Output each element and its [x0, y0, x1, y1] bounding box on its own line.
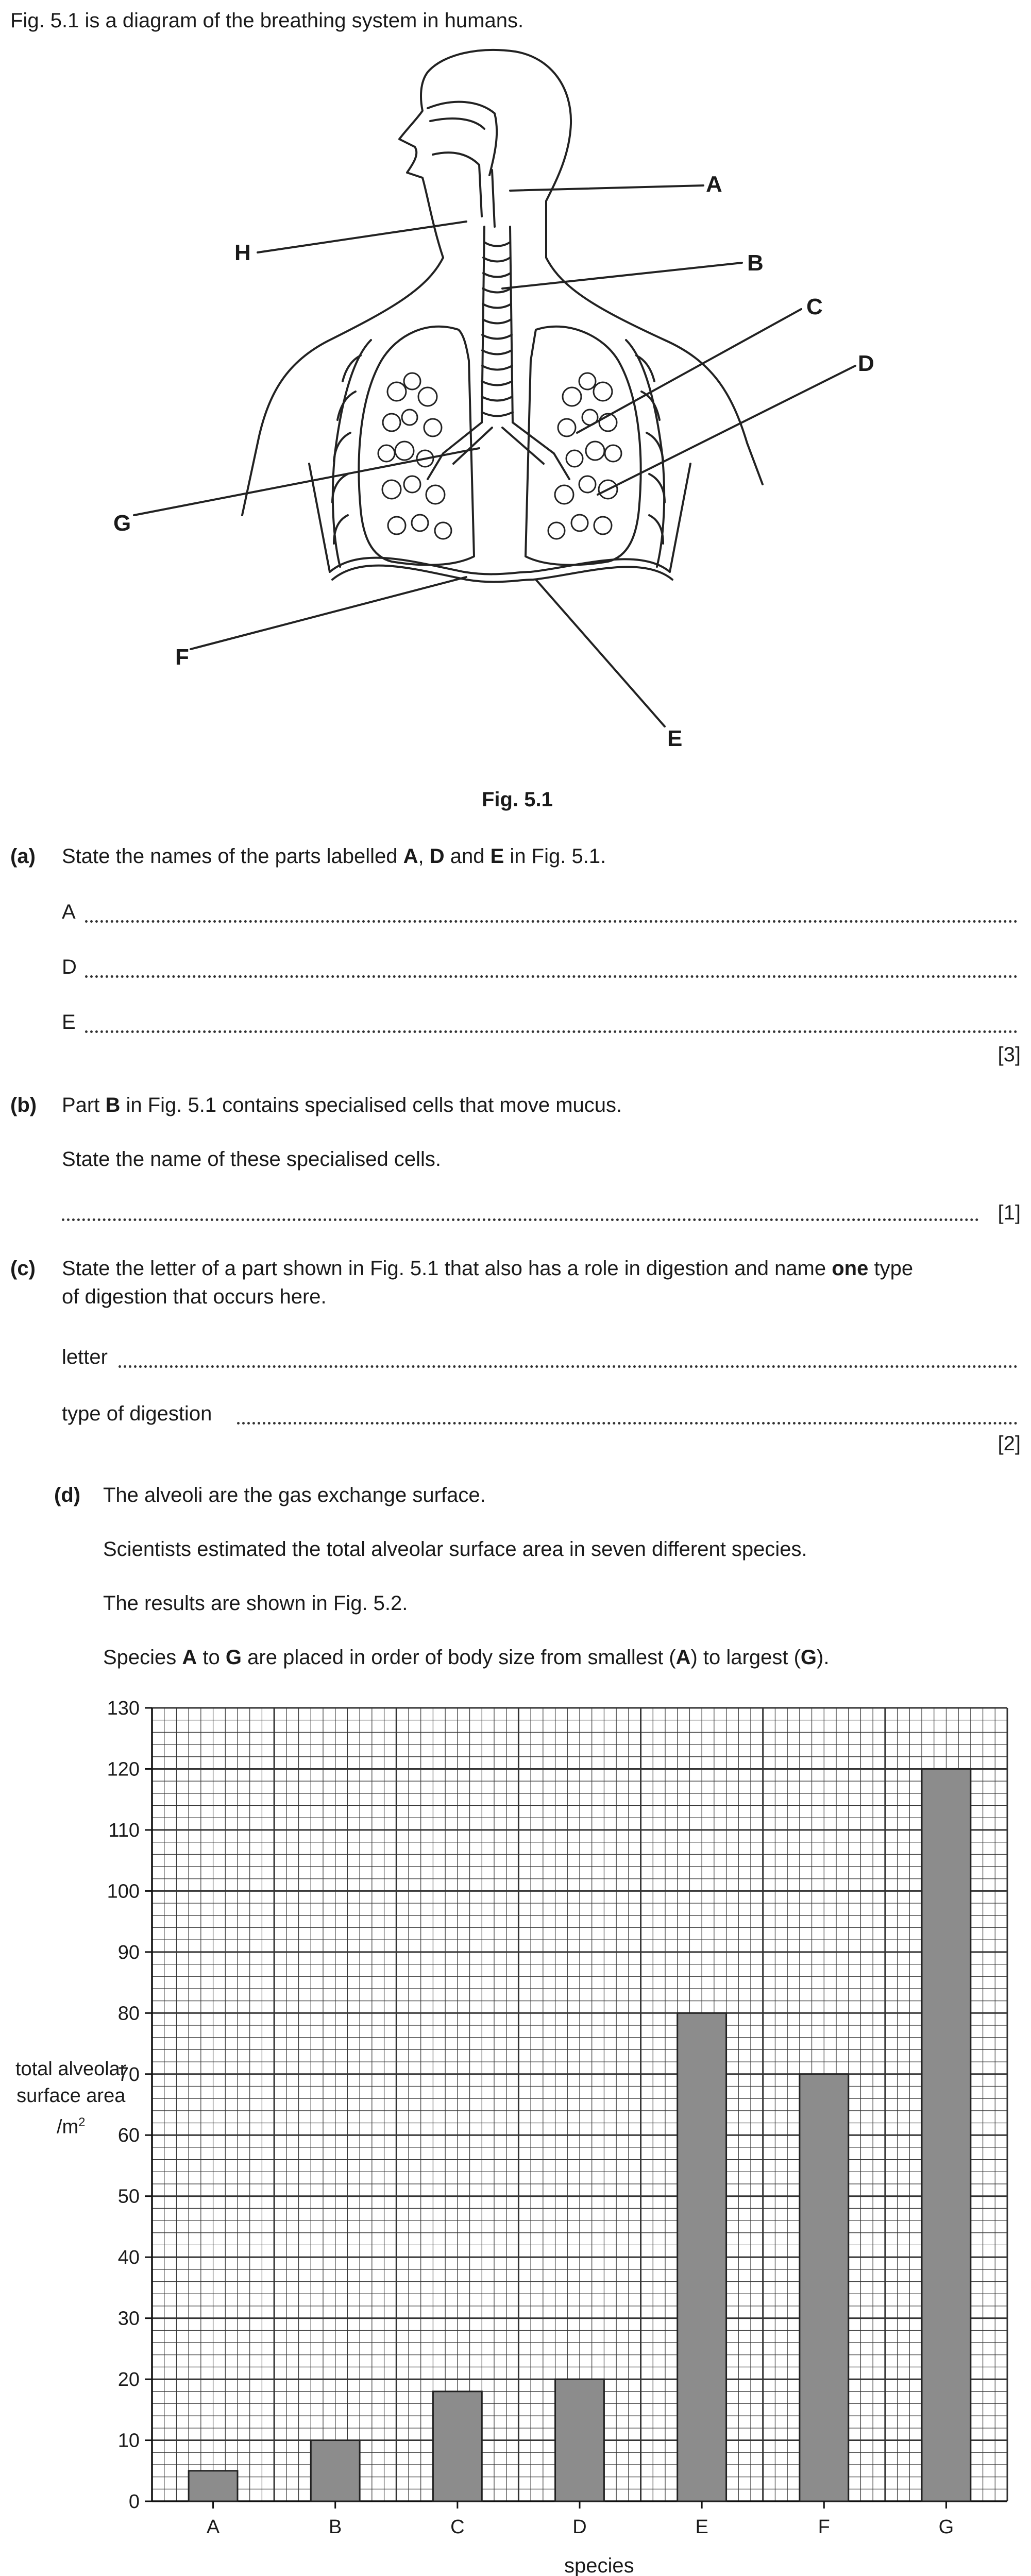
bar-A	[189, 2471, 238, 2501]
y-tick-label: 30	[117, 2308, 140, 2330]
chart-xlabel: species	[564, 2554, 634, 2576]
qa-answer-A[interactable]	[85, 920, 1018, 923]
y-tick-label: 40	[117, 2247, 140, 2269]
qa-line-E-label: E	[62, 1011, 76, 1033]
label-G: G	[113, 511, 131, 536]
qa-line-D-label: D	[62, 956, 77, 978]
qa-answer-D[interactable]	[85, 975, 1018, 978]
bar-D	[555, 2379, 604, 2501]
x-tick-label-B: B	[329, 2516, 342, 2538]
bar-G	[922, 1769, 971, 2501]
y-tick-label: 20	[117, 2369, 140, 2391]
label-F: F	[175, 645, 189, 670]
label-B: B	[747, 250, 764, 276]
breathing-system-diagram	[0, 41, 1031, 778]
y-tick-label: 10	[117, 2430, 140, 2452]
y-tick-label: 70	[117, 2063, 140, 2086]
qb-marks: [1]	[998, 1201, 1021, 1224]
surface-area-bar-chart	[0, 1680, 1031, 2576]
qc-type-label: type of digestion	[62, 1402, 212, 1425]
label-D: D	[858, 351, 874, 376]
qc-question-line1: State the letter of a part shown in Fig. 5.1 that also has a role in digestion and name one type	[62, 1257, 914, 1280]
qd-number: (d)	[54, 1484, 81, 1506]
y-tick-label: 50	[117, 2185, 140, 2208]
qc-marks: [2]	[998, 1432, 1021, 1455]
qc-letter-answer[interactable]	[119, 1365, 1018, 1368]
y-tick-label: 100	[107, 1880, 140, 1903]
fig1-caption: Fig. 5.1	[482, 788, 553, 811]
qa-line-A-label: A	[62, 901, 76, 923]
x-tick-label-F: F	[818, 2516, 830, 2538]
y-tick-label: 80	[117, 2003, 140, 2025]
qc-type-answer[interactable]	[237, 1422, 1018, 1425]
x-tick-label-E: E	[695, 2516, 708, 2538]
qa-marks: [3]	[998, 1043, 1021, 1066]
x-tick-label-C: C	[450, 2516, 465, 2538]
qb-number: (b)	[10, 1094, 37, 1116]
qa-question: State the names of the parts labelled A, D and E in Fig. 5.1.	[62, 845, 606, 868]
x-tick-label-G: G	[938, 2516, 954, 2538]
y-tick-label: 0	[128, 2491, 140, 2513]
y-tick-label: 130	[107, 1698, 140, 1719]
bar-E	[678, 2013, 726, 2501]
intro-text: Fig. 5.1 is a diagram of the breathing system in humans.	[10, 9, 524, 32]
label-H: H	[234, 240, 251, 265]
qa-number: (a)	[10, 845, 36, 868]
qa-answer-E[interactable]	[85, 1030, 1018, 1033]
x-tick-label-D: D	[572, 2516, 587, 2538]
qc-letter-label: letter	[62, 1346, 108, 1368]
qc-number: (c)	[10, 1257, 36, 1280]
x-tick-label-A: A	[206, 2516, 220, 2538]
y-tick-label: 110	[108, 1819, 140, 1841]
bar-F	[800, 2074, 849, 2501]
y-tick-label: 60	[117, 2125, 140, 2147]
qc-question-line2: of digestion that occurs here.	[62, 1285, 327, 1308]
qd-text-3: The results are shown in Fig. 5.2.	[103, 1592, 408, 1615]
bar-C	[433, 2392, 482, 2501]
bar-B	[311, 2441, 360, 2501]
label-C: C	[806, 294, 823, 319]
label-E: E	[667, 726, 683, 751]
qb-instruction: State the name of these specialised cells.	[62, 1148, 441, 1171]
y-tick-label: 90	[117, 1941, 140, 1963]
qd-text-1: The alveoli are the gas exchange surface.	[103, 1484, 486, 1506]
qb-question: Part B in Fig. 5.1 contains specialised cells that move mucus.	[62, 1094, 622, 1116]
chart-ylabel: total alveolar surface area $/m^2$	[15, 2058, 127, 2138]
qd-text-4: Species A to G are placed in order of body size from smallest (A) to largest (G).	[103, 1646, 830, 1669]
qd-text-2: Scientists estimated the total alveolar surface area in seven different species.	[103, 1538, 807, 1561]
label-A: A	[706, 172, 722, 197]
y-tick-label: 120	[107, 1758, 140, 1781]
qb-answer[interactable]	[62, 1218, 979, 1221]
